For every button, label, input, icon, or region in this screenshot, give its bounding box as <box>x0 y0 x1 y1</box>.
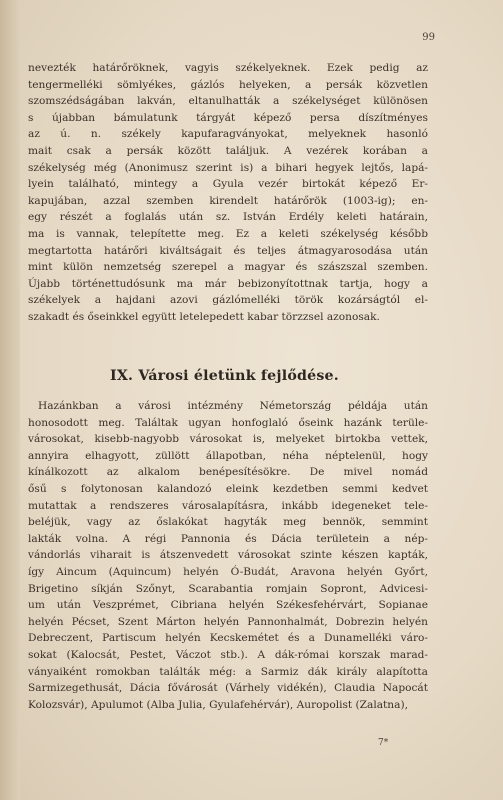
text-line: székelyek a hajdani azovi gázlómelléki török kozárságtól el- <box>28 294 428 307</box>
text-line: honosodott meg. Találtak ugyan honfoglaló őseink hazánk terüle- <box>28 416 428 429</box>
text-line: Brigetino síkján Szőnyt, Scarabantia romjain Sopront, Advicesi- <box>28 582 428 595</box>
text-line: mait csak a persák között találjuk. A vezérek korában a <box>28 144 428 157</box>
text-line: lakták volna. A régi Pannonia és Dácia területein a nép- <box>28 532 428 545</box>
text-line: egy részét a foglalás után sz. István Erdély keleti határain, <box>28 211 428 224</box>
text-line: ványaiként romokban találták még: a Sarmiz dák király alapította <box>28 665 428 678</box>
text-line: ma is vannak, telepítette meg. Ez a keleti székelység később <box>28 227 428 240</box>
signature-mark: 7* <box>378 738 389 748</box>
text-line: így Aincum (Aquincum) helyén Ó-Budát, Aravona helyén Győrt, <box>28 565 428 578</box>
text-line: mint külön nemzetség szerepel a magyar és szászszal szemben. <box>28 261 428 274</box>
text-line: tengermelléki sömlyékes, gázlós helyeken, a persák közvetlen <box>28 78 428 91</box>
text-line: annyira elhagyott, züllött állapotban, néha néptelenül, hogy <box>28 449 428 462</box>
text-line: mutattak a rendszeres városalapításra, inkább idegeneket tele- <box>28 499 428 512</box>
text-line: Sarmizegethusát, Dácia fővárosát (Várhely vidékén), Claudia Napocát <box>28 682 428 695</box>
paragraph-1 <box>28 60 428 326</box>
text-line: kínálkozott az alkalom benépesítésökre. De mivel nomád <box>28 466 428 479</box>
text-line: nevezték határőröknek, vagyis székelyeknek. Ezek pedig az <box>28 62 428 74</box>
text-line: megtartotta határőri kiváltságait és teljes átmagyarosodása után <box>28 244 428 257</box>
text-line: beléjük, vagy az őslakókat hagyták meg bennök, semmint <box>28 516 428 529</box>
text-line: lyein található, mintegy a Gyula vezér birtokát képező Er- <box>28 178 428 191</box>
text-line: vándorlás viharait is átszenvedett városokat szinte készen kapták, <box>28 549 428 562</box>
section-heading: IX. Városi életünk fejlődése. <box>110 368 339 384</box>
text-line: az ú. n. székely kapufaragványokat, melyeknek hasonló <box>28 128 428 141</box>
text-line: sokat (Kalocsát, Pestet, Váczot stb.). A dák-római korszak marad- <box>28 648 428 661</box>
text-line: székelység még (Anonimusz szerint is) a bihari hegyek lejtős, lapá- <box>28 161 428 174</box>
text-line: Újabb történettudósunk ma már bebizonyítottnak tartja, hogy a <box>28 277 428 290</box>
page-gutter <box>0 0 20 800</box>
text-line: városokat, kisebb-nagyobb városokat is, melyeket birtokba vettek, <box>28 433 428 446</box>
text-line: Debreczent, Partiscum helyén Kecskemétet és a Dunamelléki váro- <box>28 632 428 645</box>
text-line: um után Veszprémet, Cibriana helyén Székesfehérvárt, Sopianae <box>28 599 428 612</box>
text-line: Hazánkban a városi intézmény Németország példája után <box>38 400 428 412</box>
page-number: 99 <box>422 32 435 43</box>
text-line: szakadt és őseinkkel együtt letelepedett kabar törzzsel azonosak. <box>28 310 380 323</box>
text-line: szomszédságában lakván, eltanulhatták a székelységet különösen <box>28 95 428 108</box>
text-line: ősű s folytonosan kalandozó eleink kezdetben semmi kedvet <box>28 482 428 495</box>
text-line: s újabban bámulatunk tárgyát képező persa díszítményes <box>28 111 428 124</box>
text-line: Kolozsvár), Apulumot (Alba Julia, Gyulafehérvár), Auropolist (Zalatna), <box>28 698 408 711</box>
paragraph-2 <box>28 398 428 713</box>
text-line: kapujában, azzal szemben kirendelt határőrök (1003-ig); en- <box>28 194 428 207</box>
text-line: helyén Pécset, Szent Márton helyén Pannonhalmát, Dobrezin helyén <box>28 615 428 628</box>
